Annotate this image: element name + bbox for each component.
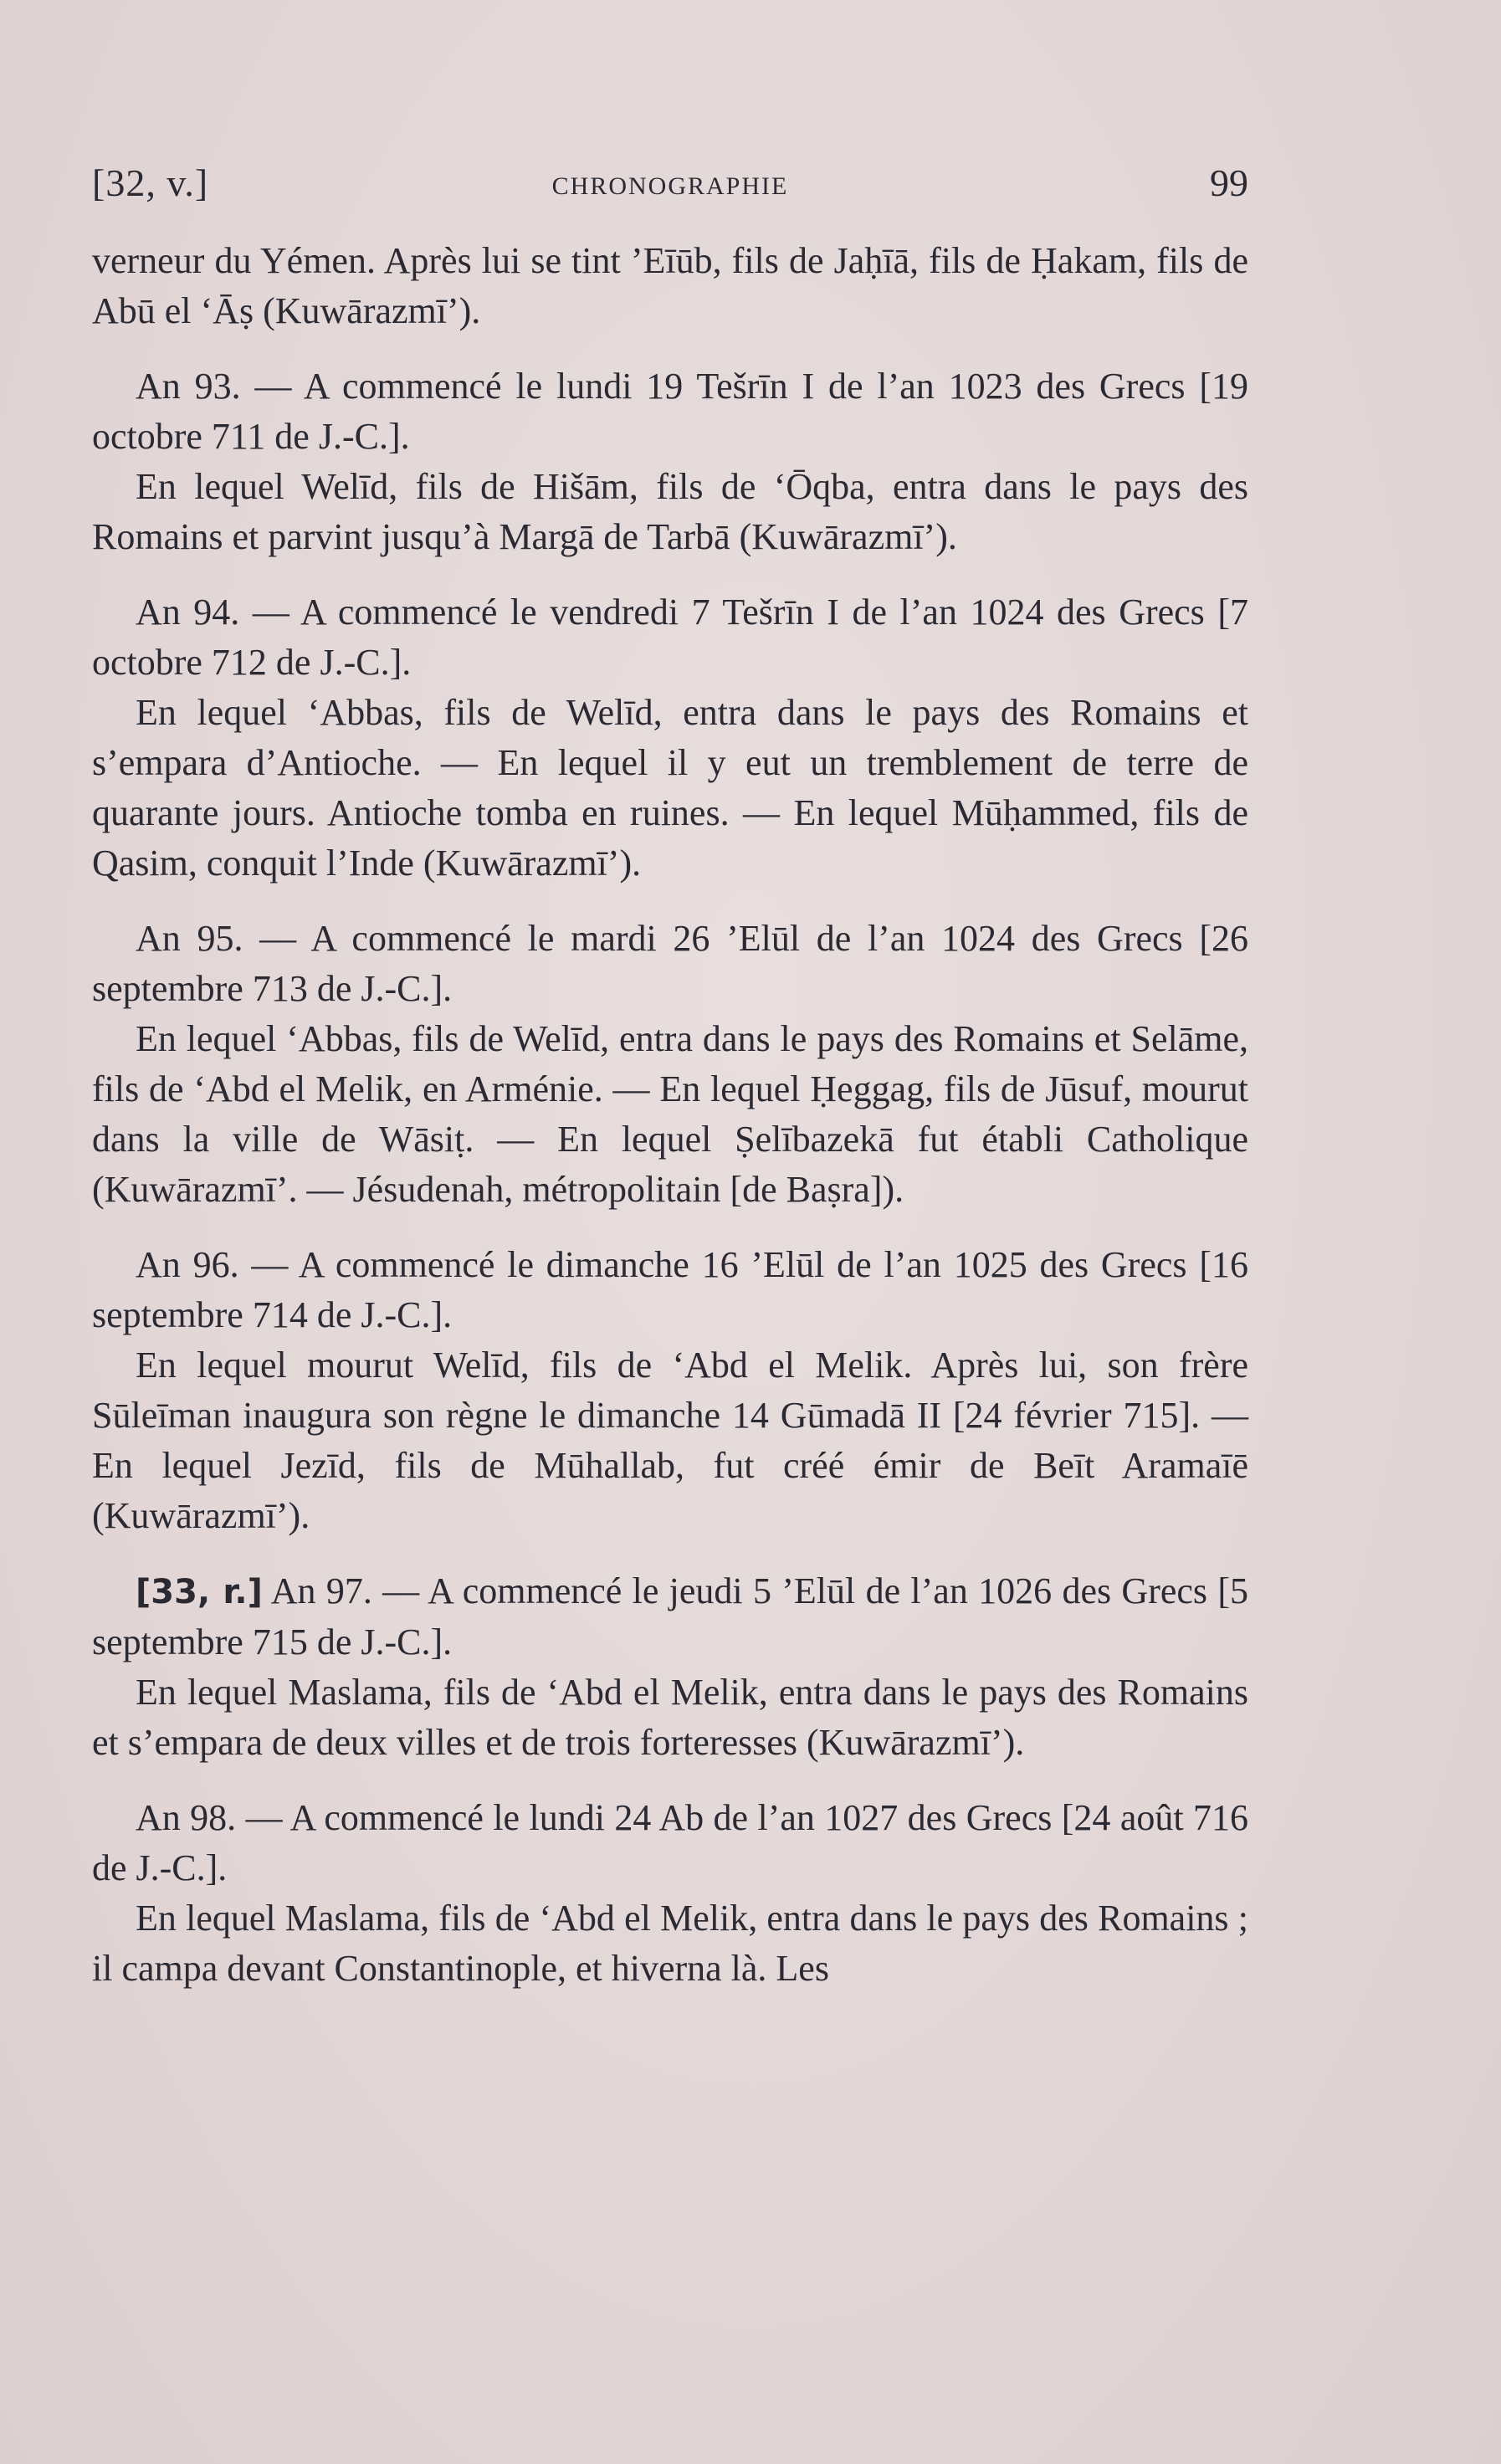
paragraph-year-97 (92, 1566, 1248, 1768)
paragraph-year-93 (92, 361, 1248, 562)
running-title: CHRONOGRAPHIE (551, 172, 789, 200)
year-heading: An 93. — A commencé le lundi 19 Tešrīn I de l’an 1023 des Grecs [19 octobre 711 de J.-C.]. (92, 366, 1248, 457)
paragraph-year-98 (92, 1793, 1248, 1994)
running-header (92, 161, 1248, 219)
year-events: En lequel Maslama, fils de ‘Abd el Melik, entra dans le pays des Romains et s’empara de deux villes et de trois forteresses (Kuwārazmī’). (92, 1672, 1248, 1763)
year-heading (92, 1566, 1248, 1667)
year-events: En lequel mourut Welīd, fils de ‘Abd el Melik. Après lui, son frère Sūleīman inaugura son règne le dimanche 14 Gūmadā II [24 février 715]. — En lequel Jezīd, fils de Mūhallab, fut créé émir de Beīt Aramaīē (Kuwārazmī’). (92, 1345, 1248, 1536)
year-heading: An 98. — A commencé le lundi 24 Ab de l’an 1027 des Grecs [24 août 716 de J.-C.]. (92, 1797, 1248, 1888)
page-number: 99 (1210, 161, 1248, 204)
year-heading: An 96. — A commencé le dimanche 16 ’Elūl de l’an 1025 des Grecs [16 septembre 714 de J.-C.]. (92, 1244, 1248, 1335)
year-heading: An 95. — A commencé le mardi 26 ’Elūl de l’an 1024 des Grecs [26 septembre 713 de J.-C.]. (92, 918, 1248, 1009)
paragraph-text: verneur du Yémen. Après lui se tint ’Eīūb, fils de Jaḥīā, fils de Ḥakam, fils de Abū el ‘Āṣ (Kuwārazmī’). (92, 240, 1248, 331)
year-events: En lequel Welīd, fils de Hišām, fils de ‘Ōqba, entra dans le pays des Romains et parvint jusqu’à Margā de Tarbā (Kuwārazmī’). (92, 466, 1248, 557)
folio-marker: [33, r.] (136, 1573, 263, 1611)
paragraph-year-94 (92, 587, 1248, 889)
body-text (92, 236, 1248, 2019)
year-heading: An 94. — A commencé le vendredi 7 Tešrīn I de l’an 1024 des Grecs [7 octobre 712 de J.-C.]. (92, 592, 1248, 683)
paragraph-year-96 (92, 1240, 1248, 1541)
paragraph-year-95 (92, 914, 1248, 1215)
folio-reference: [32, v.] (92, 161, 209, 204)
year-events: En lequel ‘Abbas, fils de Welīd, entra dans le pays des Romains et Selāme, fils de ‘Abd el Melik, en Arménie. — En lequel Ḥeggag, fils de Jūsuf, mourut dans la ville de Wāsiṭ. — En lequel Ṣelībazekā fut établi Catholique (Kuwārazmī’. — Jésudenah, métropolitain [de Baṣra]). (92, 1018, 1248, 1210)
year-events: En lequel ‘Abbas, fils de Welīd, entra dans le pays des Romains et s’empara d’Antioche. — En lequel il y eut un tremblement de terre de quarante jours. Antioche tomba en ruines. — En lequel Mūḥammed, fils de Qasim, conquit l’Inde (Kuwārazmī’). (92, 692, 1248, 884)
year-events: En lequel Maslama, fils de ‘Abd el Melik, entra dans le pays des Romains ; il campa devant Constantinople, et hiverna là. Les (92, 1898, 1248, 1989)
paragraph-continuation (92, 236, 1248, 336)
year-heading-text: An 97. — A commencé le jeudi 5 ’Elūl de l’an 1026 des Grecs [5 septembre 715 de J.-C.]. (92, 1570, 1248, 1662)
